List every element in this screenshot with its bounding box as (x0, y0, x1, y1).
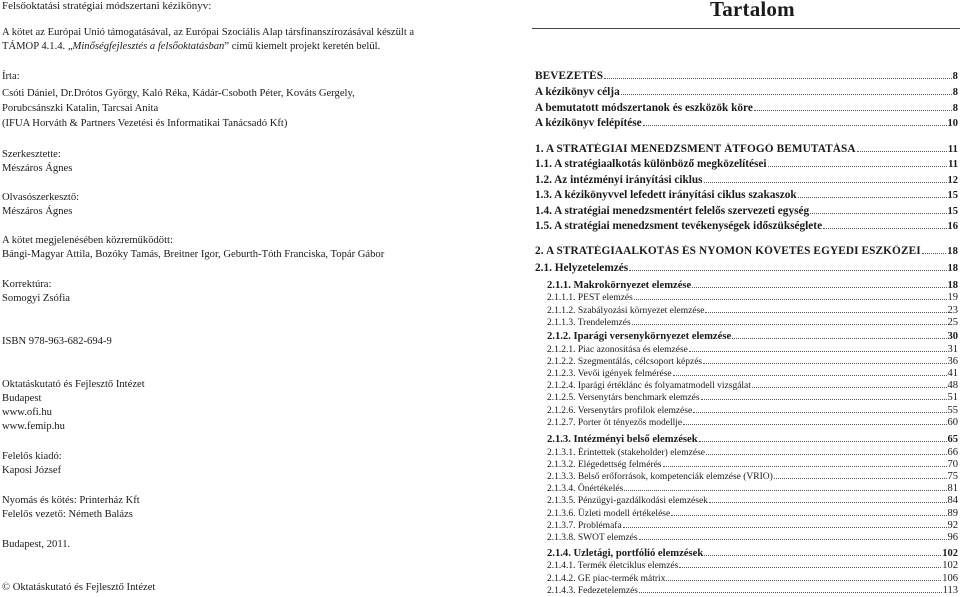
toc-page-number: 8 (952, 103, 958, 114)
toc-entry[interactable] (535, 117, 958, 129)
org-city: Budapest (2, 393, 42, 404)
toc-title: Tartalom (710, 0, 795, 21)
org-website-1: www.ofi.hu (2, 407, 52, 418)
toc-leader-dots (673, 375, 947, 376)
toc-entry[interactable] (535, 262, 958, 274)
toc-page-number: 8 (952, 71, 958, 82)
editor-label: Szerkesztette: (2, 149, 61, 160)
toc-entry-title: 2.1.3.2. Elégedettség felmérés (547, 460, 662, 470)
toc-leader-dots (689, 351, 947, 352)
toc-page-number: 25 (947, 317, 958, 328)
toc-leader-dots (704, 555, 941, 556)
org-website-2: www.femip.hu (2, 421, 65, 432)
toc-leader-dots (823, 228, 946, 229)
toc-entry[interactable] (535, 143, 958, 155)
toc-leader-dots (643, 125, 947, 126)
intro-prefix: TÁMOP 4.1.4. „ (2, 41, 73, 52)
isbn: ISBN 978-963-682-694-9 (2, 336, 112, 347)
toc-leader-dots (705, 312, 946, 313)
toc-leader-dots (754, 110, 952, 111)
toc-entry[interactable] (535, 86, 958, 98)
toc-leader-dots (699, 441, 947, 442)
toc-entry[interactable] (535, 189, 958, 201)
authors-label: Írta: (2, 71, 20, 82)
toc-entry[interactable] (535, 245, 958, 257)
toc-entry[interactable] (547, 417, 958, 428)
toc-entry[interactable] (547, 508, 958, 519)
toc-leader-dots (634, 299, 947, 300)
toc-page-number: 96 (947, 532, 958, 543)
toc-leader-dots (774, 478, 947, 479)
toc-entry[interactable] (547, 560, 958, 571)
toc-leader-dots (629, 270, 946, 271)
toc-page-number: 19 (947, 292, 958, 303)
correction-name: Somogyi Zsófia (2, 293, 70, 304)
toc-page-number: 51 (947, 392, 958, 403)
toc-entry[interactable] (547, 548, 958, 559)
toc-page-number: 11 (947, 144, 958, 155)
toc-entry[interactable] (547, 434, 958, 445)
toc-page-number: 66 (947, 447, 958, 458)
toc-entry-title: 1.1. A stratégiaalkotás különböző megközelítései (535, 158, 767, 170)
toc-entry-title: 2.1.3.7. Problémafa (547, 521, 622, 531)
toc-entry-title: 2.1.3. Intézményi belső elemzések (547, 434, 698, 445)
toc-page-number: 81 (947, 483, 958, 494)
toc-leader-dots (621, 94, 952, 95)
toc-page-number: 75 (947, 471, 958, 482)
toc-page-number: 30 (947, 331, 958, 342)
toc-page-number: 16 (947, 221, 958, 232)
toc-leader-dots (810, 213, 946, 214)
printing-manager-line: Felelős vezető: Németh Balázs (2, 509, 133, 520)
proofreader-name: Mészáros Ágnes (2, 206, 73, 217)
toc-page-number: 23 (947, 305, 958, 316)
toc-entry[interactable] (547, 585, 958, 596)
toc-leader-dots (666, 580, 941, 581)
toc-leader-dots (798, 197, 947, 198)
intro-suffix: ” című kiemelt projekt keretén belül. (224, 41, 381, 52)
toc-entry-title: A bemutatott módszertanok és eszközök köre (535, 102, 753, 114)
toc-page-number: 92 (947, 520, 958, 531)
toc-page-number: 113 (942, 585, 958, 596)
table-of-contents (532, 0, 960, 597)
toc-entry[interactable] (547, 280, 958, 291)
toc-leader-dots (752, 387, 947, 388)
toc-entry-title: 2. A STRATÉGIAALKOTÁS ÉS NYOMON KÖVETÉS EGYEDI ESZKÖZEI (535, 245, 921, 257)
toc-page-number: 65 (947, 434, 958, 445)
toc-leader-dots (703, 363, 946, 364)
toc-entry-title: A kézikönyv felépítése (535, 117, 642, 129)
toc-entry[interactable] (547, 532, 958, 543)
toc-leader-dots (706, 454, 946, 455)
toc-entry-title: A kézikönyv célja (535, 86, 620, 98)
toc-entry-title: 2.1.3.6. Üzleti modell értékelése (547, 509, 671, 519)
toc-leader-dots (632, 324, 947, 325)
publisher-name: Kaposi József (2, 465, 62, 476)
toc-entry[interactable] (547, 483, 958, 494)
toc-entry-title: 2.1.3.1. Érintettek (stakeholder) elemzése (547, 448, 706, 458)
toc-leader-dots (693, 412, 946, 413)
toc-entry-title: 2.1. Helyzetelemzés (535, 262, 629, 274)
toc-leader-dots (671, 515, 946, 516)
toc-leader-dots (679, 567, 941, 568)
contributors-label: A kötet megjelenésében közreműködött: (2, 235, 173, 246)
toc-entry-title: 2.1.4.3. Fedezetelemzés (547, 586, 639, 596)
toc-page-number: 102 (942, 560, 958, 571)
toc-page-number: 18 (947, 280, 958, 291)
running-header: Felsőoktatási stratégiai módszertani kézikönyv: (2, 0, 212, 12)
toc-entry[interactable] (547, 520, 958, 531)
toc-leader-dots (922, 253, 947, 254)
toc-entry[interactable] (547, 356, 958, 367)
toc-page-number: 12 (947, 175, 958, 186)
project-title: Minőségfejlesztés a felsőoktatásban (72, 41, 225, 52)
toc-entry-title: 1.2. Az intézményi irányítási ciklus (535, 174, 703, 186)
toc-entry-title: 2.1.2.7. Porter öt tényezős modellje (547, 418, 683, 428)
toc-entry[interactable] (547, 344, 958, 355)
toc-leader-dots (768, 166, 948, 167)
toc-entry[interactable] (547, 368, 958, 379)
toc-entry[interactable] (547, 405, 958, 416)
toc-entry-title: 2.1.2.4. Iparági értéklánc és folyamatmodell vizsgálat (547, 381, 751, 391)
toc-page-number: 48 (947, 380, 958, 391)
toc-entry-title: 2.1.3.5. Pénzügyi-gazdálkodási elemzések (547, 496, 708, 506)
place-date: Budapest, 2011. (2, 539, 71, 550)
toc-entry-title: 1. A STRATÉGIAI MENEDZSMENT ÁTFOGÓ BEMUTATÁSA (535, 143, 856, 155)
toc-page-number: 18 (947, 263, 958, 274)
toc-entry[interactable] (547, 447, 958, 458)
toc-entry[interactable] (535, 158, 958, 170)
proofreader-label: Olvasószerkesztő: (2, 192, 80, 203)
authors-line-1: Csóti Dániel, Dr.Drótos György, Kaló Réka, Kádár-Csoboth Péter, Kováts Gergely, (2, 88, 355, 99)
toc-entry-title: 2.1.4. Üzletági, portfólió elemzések (547, 548, 704, 559)
toc-entry-title: 1.3. A kézikönyvvel lefedett irányítási ciklus szakaszok (535, 189, 797, 201)
toc-page-number: 11 (948, 159, 958, 170)
title-rule (532, 28, 960, 29)
toc-entry-title: 2.1.1.2. Szabályozási környezet elemzése (547, 306, 705, 316)
editor-name: Mészáros Ágnes (2, 163, 73, 174)
toc-entry-title: 2.1.2.1. Piac azonosítása és elemzése (547, 345, 688, 355)
toc-leader-dots (604, 78, 952, 79)
toc-leader-dots (857, 151, 947, 152)
toc-leader-dots (692, 287, 946, 288)
authors-line-2: Porubcsánszki Katalin, Tarcsai Anita (2, 103, 159, 114)
correction-label: Korrektúra: (2, 279, 52, 290)
org-name: Oktatáskutató és Fejlesztő Intézet (2, 379, 145, 390)
toc-entry-title: 2.1.2.5. Versenytárs benchmark elemzés (547, 393, 700, 403)
toc-entry-title: BEVEZETÉS (535, 70, 604, 82)
toc-entry[interactable] (547, 573, 958, 584)
toc-page-number: 102 (942, 548, 958, 559)
toc-entry-title: 2.1.2. Iparági versenykörnyezet elemzése (547, 331, 732, 342)
toc-leader-dots (623, 527, 947, 528)
toc-leader-dots (709, 502, 947, 503)
toc-leader-dots (704, 182, 947, 183)
toc-leader-dots (639, 592, 942, 593)
toc-entry[interactable] (547, 317, 958, 328)
toc-entry[interactable] (535, 102, 958, 114)
toc-entry[interactable] (547, 471, 958, 482)
toc-entry[interactable] (547, 495, 958, 506)
toc-page-number: 8 (952, 87, 958, 98)
toc-entry[interactable] (547, 305, 958, 316)
publisher-label: Felelős kiadó: (2, 451, 62, 462)
toc-page-number: 36 (947, 356, 958, 367)
toc-entry[interactable] (535, 70, 958, 82)
toc-leader-dots (701, 399, 947, 400)
toc-page-number: 106 (942, 573, 958, 584)
toc-leader-dots (732, 338, 946, 339)
toc-entry-title: 2.1.3.4. Önértékelés (547, 484, 624, 494)
toc-entry[interactable] (547, 392, 958, 403)
toc-page-number: 31 (947, 344, 958, 355)
toc-entry-title: 2.1.1.3. Trendelemzés (547, 318, 631, 328)
toc-entry[interactable] (535, 220, 958, 232)
imprint-page (0, 0, 440, 597)
printing-line: Nyomás és kötés: Printerház Kft (2, 495, 140, 506)
toc-entry-title: 1.5. A stratégiai menedzsment tevékenységek időszükséglete (535, 220, 823, 232)
toc-entry-title: 1.4. A stratégiai menedzsmentért felelős szervezeti egység (535, 205, 810, 217)
toc-entry-title: 2.1.3.8. SWOT elemzés (547, 533, 638, 543)
toc-entry-title: 2.1.4.2. GE piac-termék mátrix (547, 574, 666, 584)
toc-leader-dots (624, 490, 946, 491)
toc-entry[interactable] (535, 205, 958, 217)
toc-entry[interactable] (547, 331, 958, 342)
intro-line-2 (2, 40, 380, 54)
toc-page-number: 15 (947, 206, 958, 217)
toc-entry-title: 2.1.2.6. Versenytárs profilok elemzése (547, 406, 693, 416)
toc-page-number: 60 (947, 417, 958, 428)
toc-page-number: 70 (947, 459, 958, 470)
toc-entry-title: 2.1.4.1. Termék életciklus elemzés (547, 561, 679, 571)
toc-page-number: 41 (947, 368, 958, 379)
intro-line-1: A kötet az Európai Unió támogatásával, az Európai Szociális Alap társfinanszírozásával készült a (2, 27, 415, 38)
toc-leader-dots (639, 539, 947, 540)
toc-entry-title: 2.1.2.3. Vevői igények felmérése (547, 369, 672, 379)
toc-entry[interactable] (547, 380, 958, 391)
toc-page-number: 55 (947, 405, 958, 416)
contributors-names: Bángi-Magyar Attila, Bozóky Tamás, Breitner Igor, Geburth-Tóth Franciska, Topár Gábor (2, 249, 385, 260)
toc-entry-title: 2.1.2.2. Szegmentálás, célcsoport képzés (547, 357, 703, 367)
copyright-line: © Oktatáskutató és Fejlesztő Intézet (2, 582, 156, 593)
toc-page-number: 10 (947, 118, 958, 129)
toc-leader-dots (663, 466, 947, 467)
toc-page-number: 84 (947, 495, 958, 506)
authors-line-3: (IFUA Horváth & Partners Vezetési és Informatikai Tanácsadó Kft) (2, 118, 288, 129)
toc-page-number: 89 (947, 508, 958, 519)
toc-leader-dots (683, 424, 946, 425)
toc-entry-title: 2.1.3.3. Belső erőforrások, kompetenciák elemzése (VRIO) (547, 472, 773, 482)
toc-entry[interactable] (547, 459, 958, 470)
toc-entry[interactable] (535, 174, 958, 186)
toc-page-number: 18 (947, 246, 958, 257)
toc-entry-title: 2.1.1.1. PEST elemzés (547, 293, 633, 303)
toc-entry-title: 2.1.1. Makrokörnyezet elemzése (547, 280, 692, 291)
toc-entry[interactable] (547, 292, 958, 303)
toc-page-number: 15 (947, 190, 958, 201)
